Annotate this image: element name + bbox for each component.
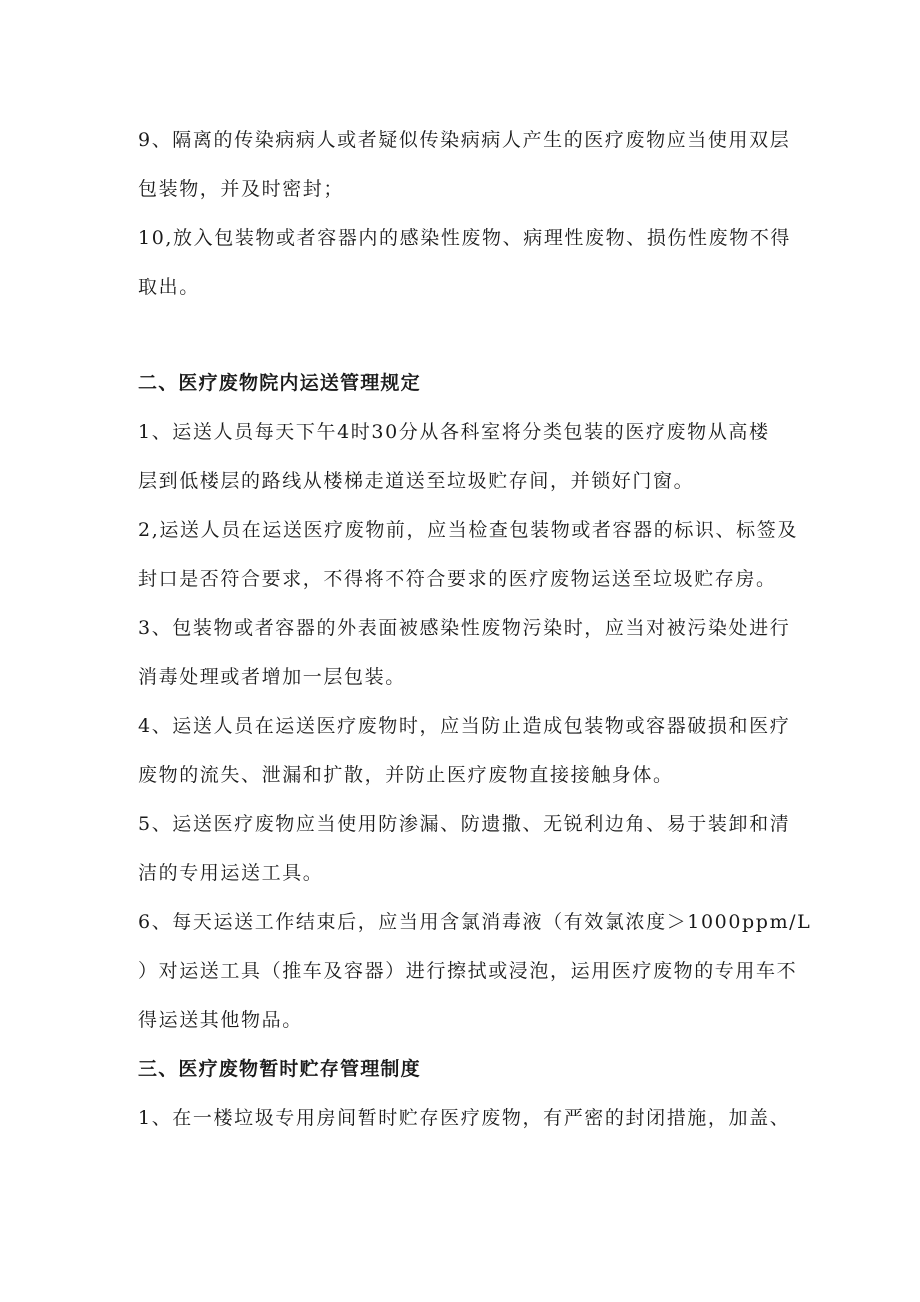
- section-2-item-2-line-1: 2,运送人员在运送医疗废物前，应当检查包装物或者容器的标识、标签及: [138, 519, 798, 541]
- paragraph-9-line-1: 9、隔离的传染病病人或者疑似传染病病人产生的医疗废物应当使用双层: [138, 129, 791, 151]
- paragraph-10-line-2: 取出。: [138, 276, 200, 298]
- section-2-item-4-line-1: 4、运送人员在运送医疗废物时，应当防止造成包装物或容器破损和医疗: [138, 715, 791, 737]
- section-2-item-3-line-2: 消毒处理或者增加一层包装。: [138, 666, 406, 688]
- paragraph-9-line-2: 包装物，并及时密封；: [138, 178, 345, 200]
- section-2-item-2-line-2: 封口是否符合要求，不得将不符合要求的医疗废物运送至垃圾贮存房。: [138, 568, 777, 590]
- section-2-item-5-line-1: 5、运送医疗废物应当使用防渗漏、防遗撒、无锐利边角、易于装卸和清: [138, 813, 791, 835]
- section-2-item-3-line-1: 3、包装物或者容器的外表面被感染性废物污染时，应当对被污染处进行: [138, 617, 791, 639]
- section-2-item-6-line-3: 得运送其他物品。: [138, 1009, 303, 1031]
- section-2-item-6-line-2: ）对运送工具（推车及容器）进行擦拭或浸泡，运用医疗废物的专用车不: [138, 960, 798, 982]
- section-2-heading: 二、医疗废物院内运送管理规定: [138, 372, 421, 394]
- section-2-item-1-line-1: 1、运送人员每天下午4时30分从各科室将分类包装的医疗废物从高楼: [138, 421, 770, 443]
- section-2-item-1-line-2: 层到低楼层的路线从楼梯走道送至垃圾贮存间，并锁好门窗。: [138, 470, 695, 492]
- section-2-item-4-line-2: 废物的流失、泄漏和扩散，并防止医疗废物直接接触身体。: [138, 764, 674, 786]
- section-3-heading: 三、医疗废物暂时贮存管理制度: [138, 1058, 421, 1080]
- paragraph-10-line-1: 10,放入包装物或者容器内的感染性废物、病理性废物、损伤性废物不得: [138, 227, 792, 249]
- section-2-item-5-line-2: 洁的专用运送工具。: [138, 862, 324, 884]
- section-2-item-6-line-1: 6、每天运送工作结束后，应当用含氯消毒液（有效氯浓度＞1000ppm/L: [138, 911, 812, 933]
- section-3-item-1-line-1: 1、在一楼垃圾专用房间暂时贮存医疗废物，有严密的封闭措施，加盖、: [138, 1107, 791, 1129]
